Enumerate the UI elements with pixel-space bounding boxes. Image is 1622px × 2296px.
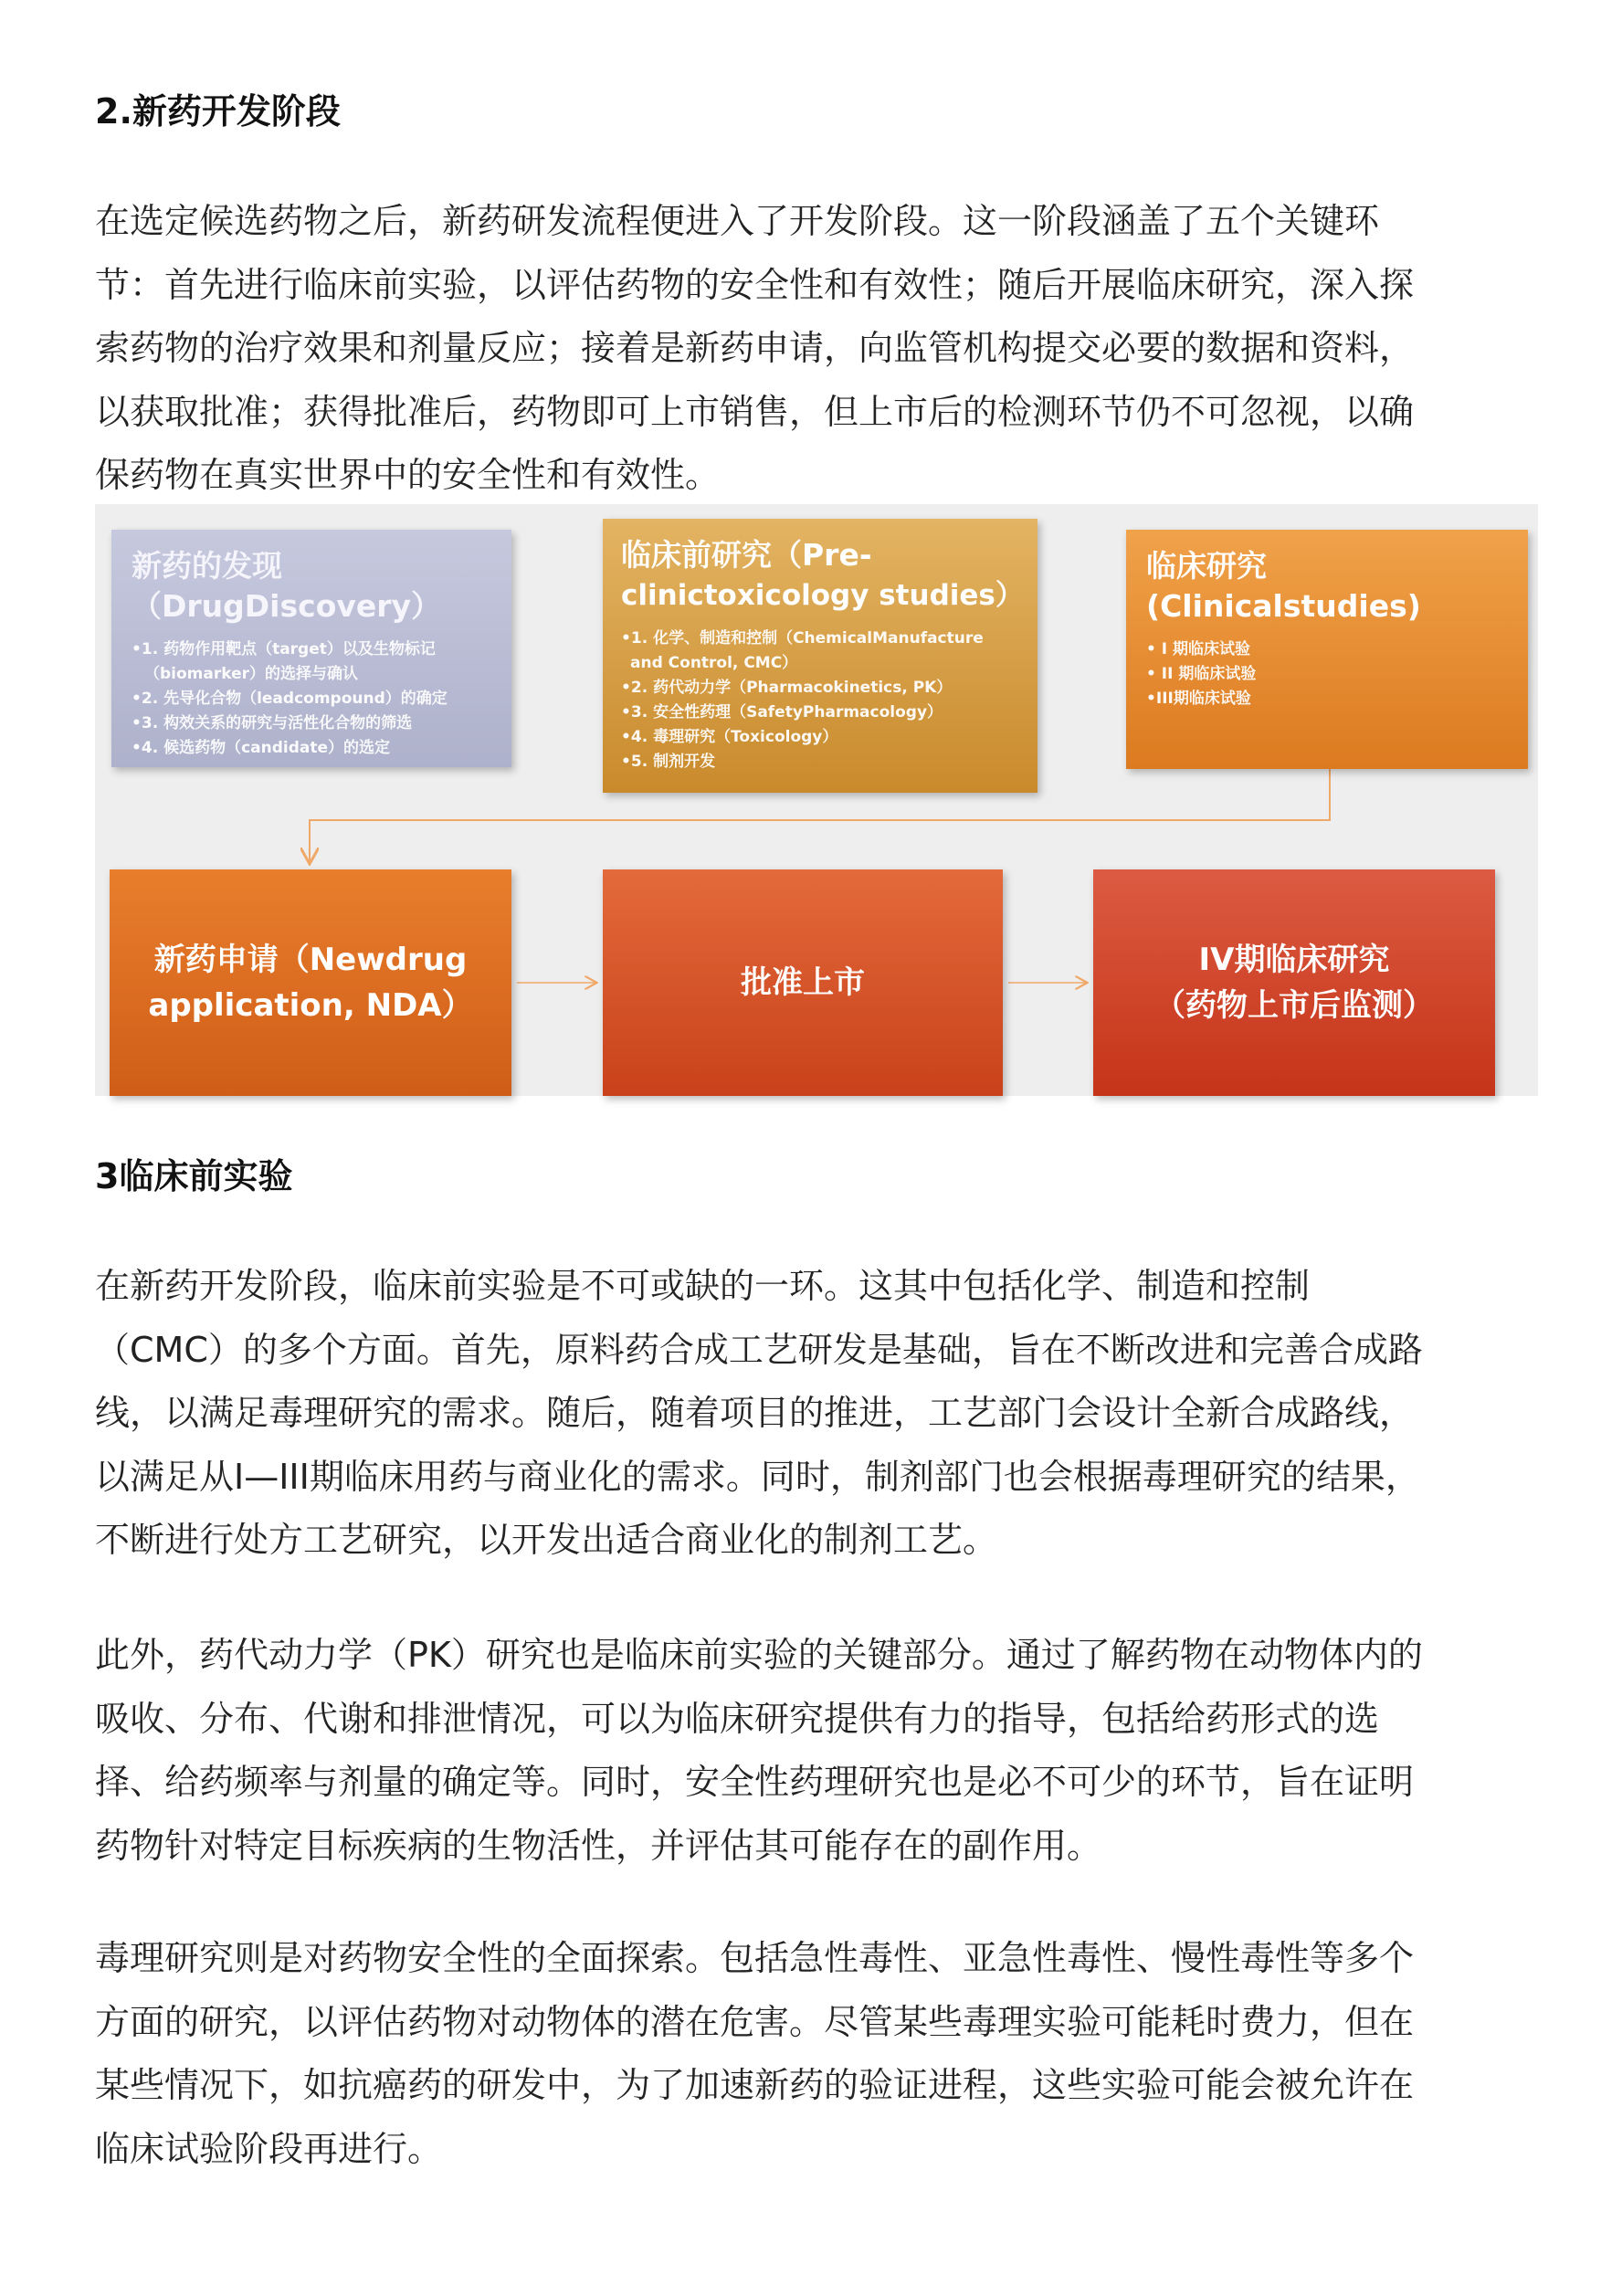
- text-line: 保药物在真实世界中的安全性和有效性。: [95, 455, 721, 495]
- box-title: （药物上市后监测）: [1154, 987, 1434, 1024]
- text-line: 择、给药频率与剂量的确定等。同时，安全性药理研究也是必不可少的环节，旨在证明: [95, 1762, 1415, 1802]
- text-line: 线，以满足毒理研究的需求。随后，随着项目的推进，工艺部门会设计全新合成路线，: [95, 1393, 1415, 1433]
- text-line: 以获取批准；获得批准后，药物即可上市销售，但上市后的检测环节仍不可忽视，以确: [95, 391, 1415, 432]
- box-title: application, NDA）: [148, 987, 473, 1024]
- list-item: •1. 药物作用靶点（target）以及生物标记: [132, 640, 436, 658]
- box-preclinical-studies: [603, 519, 1037, 793]
- list-item: •5. 制剂开发: [621, 753, 716, 771]
- section3-paragraph-2: [95, 1624, 1538, 1878]
- list-item: •1. 化学、制造和控制（ChemicalManufacture: [621, 629, 984, 648]
- text-line: 不断进行处方工艺研究，以开发出适合商业化的制剂工艺。: [95, 1520, 998, 1560]
- list-item: •3. 安全性药理（SafetyPharmacology）: [621, 703, 943, 721]
- list-item: •4. 候选药物（candidate）的选定: [132, 739, 391, 757]
- text-line: 在选定候选药物之后，新药研发流程便进入了开发阶段。这一阶段涵盖了五个关键环: [95, 201, 1380, 241]
- text-line: 以满足从I—III期临床用药与商业化的需求。同时，制剂部门也会根据毒理研究的结果，: [95, 1456, 1420, 1497]
- box-item-list: [132, 637, 491, 761]
- text-line: 此外，药代动力学（PK）研究也是临床前实验的关键部分。通过了解药物在动物体内的: [95, 1635, 1423, 1675]
- box-title: 新药的发现: [132, 548, 282, 584]
- box-title: (Clinicalstudies): [1146, 588, 1421, 624]
- box-title: 临床研究: [1146, 548, 1267, 584]
- section3-paragraph-3: [95, 1927, 1538, 2181]
- section3-heading: 3临床前实验: [95, 1156, 293, 1196]
- text-line: （CMC）的多个方面。首先，原料药合成工艺研发是基础，旨在不断改进和完善合成路: [95, 1329, 1423, 1370]
- list-item: and Control, CMC）: [630, 654, 798, 672]
- box-title: 临床前研究（Pre-: [621, 537, 872, 573]
- text-line: 吸收、分布、代谢和排泄情况，可以为临床研究提供有力的指导，包括给药形式的选: [95, 1698, 1380, 1739]
- box-drug-discovery: [111, 530, 511, 767]
- text-line: 索药物的治疗效果和剂量反应；接着是新药申请，向监管机构提交必要的数据和资料，: [95, 328, 1415, 368]
- list-item: • II 期临床试验: [1146, 665, 1257, 683]
- box-item-list: [621, 627, 1019, 774]
- list-item: （biomarker）的选择与确认: [144, 665, 359, 683]
- text-line: 某些情况下，如抗癌药的研发中，为了加速新药的验证进程，这些实验可能会被允许在: [95, 2065, 1415, 2105]
- section2-heading: 2.新药开发阶段: [95, 91, 341, 132]
- box-title: 批准上市: [741, 964, 865, 1001]
- list-item: •III期临床试验: [1146, 690, 1251, 708]
- drug-development-flow-diagram: [95, 504, 1538, 1096]
- section2-paragraph: [95, 190, 1538, 508]
- text-line: 节：首先进行临床前实验，以评估药物的安全性和有效性；随后开展临床研究，深入探: [95, 264, 1415, 305]
- list-item: •2. 先导化合物（leadcompound）的确定: [132, 690, 448, 708]
- box-item-list: [1146, 637, 1508, 711]
- box-title: clinictoxicology studies）: [621, 579, 1024, 612]
- text-line: 药物针对特定目标疾病的生物活性，并评估其可能存在的副作用。: [95, 1825, 1102, 1866]
- list-item: •3. 构效关系的研究与活性化合物的筛选: [132, 714, 413, 732]
- box-title: 新药申请（Newdrug: [153, 942, 468, 978]
- list-item: •4. 毒理研究（Toxicology）: [621, 728, 838, 746]
- text-line: 临床试验阶段再进行。: [95, 2128, 443, 2169]
- text-line: 在新药开发阶段，临床前实验是不可或缺的一环。这其中包括化学、制造和控制: [95, 1266, 1311, 1306]
- box-title: （DrugDiscovery）: [132, 588, 442, 624]
- box-phase4-clinical: [1093, 869, 1495, 1096]
- box-approval: [603, 869, 1003, 1096]
- list-item: •2. 药代动力学（Pharmacokinetics, PK）: [621, 679, 953, 697]
- box-new-drug-application: [110, 869, 511, 1096]
- box-title: IV期临床研究: [1198, 942, 1390, 978]
- list-item: • I 期临床试验: [1146, 640, 1251, 658]
- text-line: 方面的研究，以评估药物对动物体的潜在危害。尽管某些毒理实验可能耗时费力，但在: [95, 2001, 1415, 2042]
- box-clinical-studies: [1126, 530, 1528, 769]
- section3-paragraph-1: [95, 1255, 1538, 1573]
- text-line: 毒理研究则是对药物安全性的全面探索。包括急性毒性、亚急性毒性、慢性毒性等多个: [95, 1938, 1415, 1978]
